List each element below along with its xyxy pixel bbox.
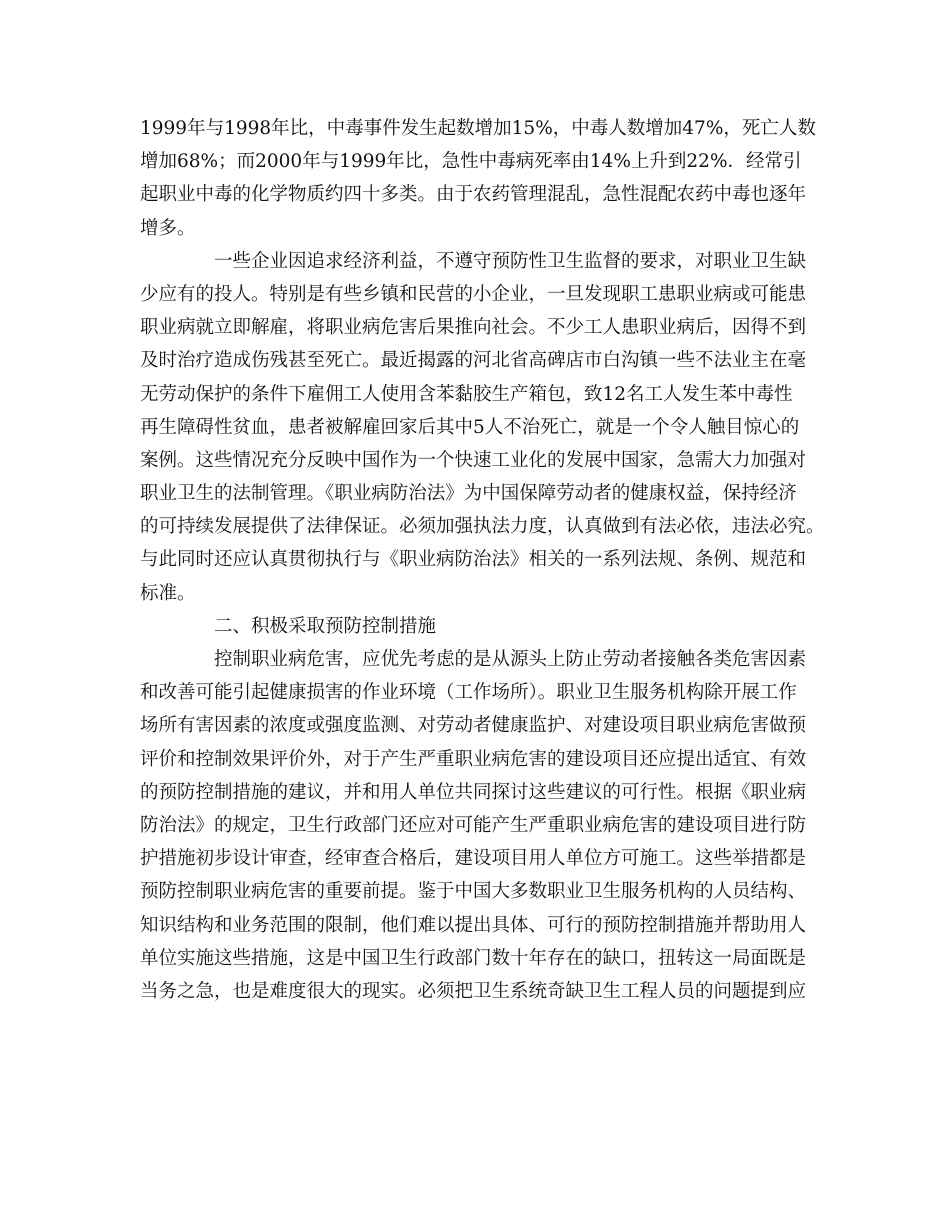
text-line: 再生障碍性贫血，患者被解雇回家后其中5人不治死亡，就是一个令人触目惊心的 [140, 416, 800, 438]
text-line: 二、积极采取预防控制措施 [214, 615, 437, 637]
text-line: 预防控制职业病危害的重要前提。鉴于中国大多数职业卫生服务机构的人员结构、 [140, 881, 807, 903]
text-line: 评价和控制效果评价外，对于产生严重职业病危害的建设项目还应提出适宜、有效 [140, 748, 807, 770]
text-line: 护措施初步设计审查，经审查合格后，建设项目用人单位方可施工。这些举措都是 [140, 848, 807, 870]
text-line: 起职业中毒的化学物质约四十多类。由于农药管理混乱，急性混配农药中毒也逐年 [140, 184, 807, 206]
text-line: 和改善可能引起健康损害的作业环境（工作场所）。职业卫生服务机构除开展工作 [140, 682, 797, 704]
text-line: 与此同时还应认真贯彻执行与《职业病防治法》相关的一系列法规、条例、规范和 [140, 549, 807, 571]
text-line: 案例。这些情况充分反映中国作为一个快速工业化的发展中国家，急需大力加强对 [140, 449, 807, 471]
text-line: 的可持续发展提供了法律保证。必须加强执法力度，认真做到有法必依，违法必究。 [140, 516, 825, 538]
text-line: 职业病就立即解雇，将职业病危害后果推向社会。不少工人患职业病后，因得不到 [140, 317, 807, 339]
text-line: 场所有害因素的浓度或强度监测、对劳动者健康监护、对建设项目职业病危害做预 [140, 715, 807, 737]
text-line: 增多。 [140, 217, 196, 239]
text-line: 的预防控制措施的建议，并和用人单位共同探讨这些建议的可行性。根据《职业病 [140, 781, 807, 803]
text-line: 1999年与1998年比，中毒事件发生起数增加15%，中毒人数增加47%，死亡人数 [140, 118, 816, 139]
text-line: 控制职业病危害，应优先考虑的是从源头上防止劳动者接触各类危害因素 [214, 649, 807, 670]
text-line: 少应有的投人。特别是有些乡镇和民营的小企业，一旦发现职工患职业病或可能患 [140, 283, 807, 305]
text-line: 防治法》的规定，卫生行政部门还应对可能产生严重职业病危害的建设项目进行防 [140, 814, 807, 836]
text-line: 知识结构和业务范围的限制，他们难以提出具体、可行的预防控制措施并帮助用人 [140, 914, 807, 936]
text-line: 当务之急，也是难度很大的现实。必须把卫生系统奇缺卫生工程人员的问题提到应 [140, 980, 807, 1002]
text-line: 单位实施这些措施，这是中国卫生行政部门数十年存在的缺口，扭转这一局面既是 [140, 947, 807, 969]
text-line: 标准。 [140, 582, 196, 604]
text-line: 及时治疗造成伤残甚至死亡。最近揭露的河北省高碑店市白沟镇一些不法业主在毫 [140, 350, 807, 372]
text-line: 无劳动保护的条件下雇佣工人使用含苯黏胶生产箱包，致12名工人发生苯中毒性 [140, 383, 793, 405]
text-line: 职业卫生的法制管理。《职业病防治法》为中国保障劳动者的健康权益，保持经济 [140, 483, 797, 505]
text-line: 增加68%；而2000年与1999年比，急性中毒病死率由14%上升到22%．经常引 [140, 151, 802, 173]
text-line: 一些企业因追求经济利益，不遵守预防性卫生监督的要求，对职业卫生缺 [214, 250, 807, 272]
body-text [140, 112, 830, 1008]
